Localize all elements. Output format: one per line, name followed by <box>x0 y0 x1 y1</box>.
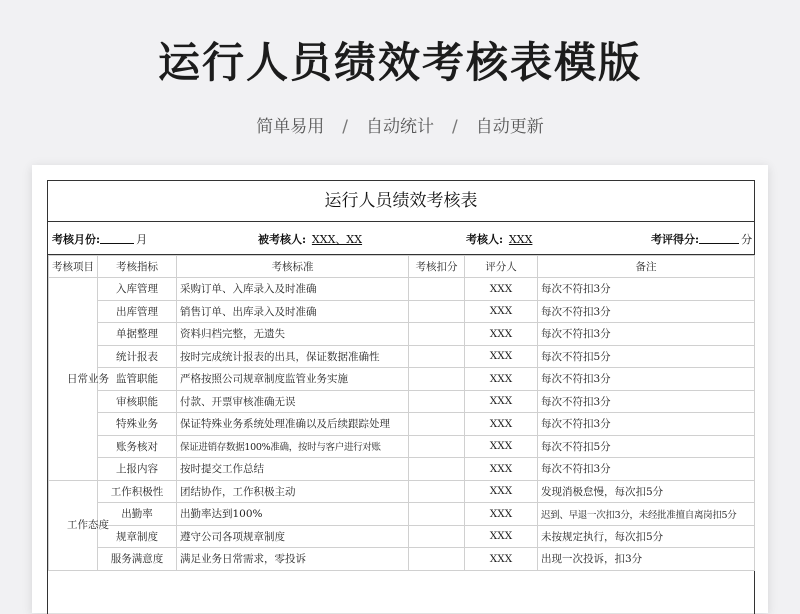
feature-separator: / <box>452 117 458 137</box>
deduction-cell[interactable] <box>409 480 465 503</box>
deduction-cell[interactable] <box>409 503 465 526</box>
sheet-title: 运行人员绩效考核表 <box>48 181 754 222</box>
note-cell[interactable]: 每次不符扣5分 <box>538 435 755 458</box>
standard-cell[interactable]: 出勤率达到100% <box>177 503 409 526</box>
standard-cell[interactable]: 严格按照公司规章制度监管业务实施 <box>177 368 409 391</box>
deduction-cell[interactable] <box>409 278 465 301</box>
standard-cell[interactable]: 团结协作，工作积极主动 <box>177 480 409 503</box>
score-suffix: 分 <box>741 233 753 246</box>
rater-cell[interactable]: XXX <box>465 390 538 413</box>
indicator-cell[interactable]: 规章制度 <box>98 525 177 548</box>
note-cell[interactable]: 每次不符扣3分 <box>538 368 755 391</box>
indicator-cell[interactable]: 出勤率 <box>98 503 177 526</box>
standard-cell[interactable]: 采购订单、入库录入及时准确 <box>177 278 409 301</box>
indicator-cell[interactable]: 工作积极性 <box>98 480 177 503</box>
rater-cell[interactable]: XXX <box>465 503 538 526</box>
standard-cell[interactable]: 保证进销存数据100%准确，按时与客户进行对账 <box>177 435 409 458</box>
indicator-cell[interactable]: 审核职能 <box>98 390 177 413</box>
standard-cell[interactable]: 遵守公司各项规章制度 <box>177 525 409 548</box>
banner-features <box>0 112 800 137</box>
examinee-field <box>258 231 362 247</box>
note-cell[interactable]: 每次不符扣3分 <box>538 413 755 436</box>
rater-cell[interactable]: XXX <box>465 278 538 301</box>
header-indicator: 考核指标 <box>98 256 177 278</box>
feature-auto-update: 自动更新 <box>475 117 544 137</box>
note-cell[interactable]: 每次不符扣3分 <box>538 390 755 413</box>
deduction-cell[interactable] <box>409 390 465 413</box>
indicator-cell[interactable]: 账务核对 <box>98 435 177 458</box>
standard-cell[interactable]: 销售订单、出库录入及时准确 <box>177 300 409 323</box>
indicator-cell[interactable]: 监管职能 <box>98 368 177 391</box>
standard-cell[interactable]: 满足业务日常需求，零投诉 <box>177 548 409 571</box>
note-cell[interactable]: 每次不符扣3分 <box>538 323 755 346</box>
note-cell[interactable]: 每次不符扣5分 <box>538 345 755 368</box>
rater-cell[interactable]: XXX <box>465 323 538 346</box>
rater-cell[interactable]: XXX <box>465 435 538 458</box>
rater-cell[interactable]: XXX <box>465 458 538 481</box>
rater-cell[interactable]: XXX <box>465 480 538 503</box>
feature-auto-stats: 自动统计 <box>366 117 434 137</box>
sheet-frame <box>47 180 755 614</box>
deduction-cell[interactable] <box>409 548 465 571</box>
table-row <box>49 300 755 323</box>
table-row <box>49 323 755 346</box>
table-row <box>49 278 755 301</box>
standard-cell[interactable]: 保证特殊业务系统处理准确以及后续跟踪处理 <box>177 413 409 436</box>
table-row <box>49 503 755 526</box>
banner-title: 运行人员绩效考核表模版 <box>157 38 642 87</box>
table-row <box>49 345 755 368</box>
deduction-cell[interactable] <box>409 323 465 346</box>
header-deduction: 考核扣分 <box>409 256 465 278</box>
note-cell[interactable]: 出现一次投诉，扣3分 <box>538 548 755 571</box>
spreadsheet-card <box>32 165 768 613</box>
table-row <box>49 480 755 503</box>
examinee-label: 被考核人: <box>258 233 307 246</box>
note-cell[interactable]: 未按规定执行，每次扣5分 <box>538 525 755 548</box>
indicator-cell[interactable]: 单据整理 <box>98 323 177 346</box>
rater-cell[interactable]: XXX <box>465 525 538 548</box>
deduction-cell[interactable] <box>409 435 465 458</box>
table-row <box>49 435 755 458</box>
rater-cell[interactable]: XXX <box>465 413 538 436</box>
examiner-value[interactable]: XXX <box>508 233 533 246</box>
score-label: 考评得分: <box>651 233 700 246</box>
table-row <box>49 525 755 548</box>
month-suffix: 月 <box>136 233 148 246</box>
indicator-cell[interactable]: 特殊业务 <box>98 413 177 436</box>
header-category: 考核项目 <box>49 256 98 278</box>
deduction-cell[interactable] <box>409 413 465 436</box>
rater-cell[interactable]: XXX <box>465 300 538 323</box>
note-cell[interactable]: 每次不符扣3分 <box>538 278 755 301</box>
standard-cell[interactable]: 资料归档完整，无遗失 <box>177 323 409 346</box>
table-row <box>49 458 755 481</box>
rater-cell[interactable]: XXX <box>465 548 538 571</box>
deduction-cell[interactable] <box>409 345 465 368</box>
note-cell[interactable]: 发现消极怠慢，每次扣5分 <box>538 480 755 503</box>
standard-cell[interactable]: 按时提交工作总结 <box>177 458 409 481</box>
rater-cell[interactable]: XXX <box>465 368 538 391</box>
deduction-cell[interactable] <box>409 458 465 481</box>
month-field <box>52 231 147 247</box>
score-blank[interactable] <box>699 232 739 244</box>
indicator-cell[interactable]: 出库管理 <box>98 300 177 323</box>
indicator-cell[interactable]: 入库管理 <box>98 278 177 301</box>
examiner-field <box>466 231 532 247</box>
table-row <box>49 368 755 391</box>
info-row <box>48 222 754 255</box>
deduction-cell[interactable] <box>409 368 465 391</box>
examinee-value[interactable]: XXX、XX <box>311 233 363 246</box>
feature-separator: / <box>342 117 348 137</box>
examiner-label: 考核人: <box>466 233 504 246</box>
indicator-cell[interactable]: 统计报表 <box>98 345 177 368</box>
note-cell[interactable]: 迟到、早退一次扣3分，未经批准擅自离岗扣5分 <box>538 503 755 526</box>
table-row <box>49 548 755 571</box>
note-cell[interactable]: 每次不符扣3分 <box>538 300 755 323</box>
table-row <box>49 413 755 436</box>
assessment-table <box>48 255 755 571</box>
note-cell[interactable]: 每次不符扣3分 <box>538 458 755 481</box>
deduction-cell[interactable] <box>409 525 465 548</box>
deduction-cell[interactable] <box>409 300 465 323</box>
standard-cell[interactable]: 付款、开票审核准确无误 <box>177 390 409 413</box>
rater-cell[interactable]: XXX <box>465 345 538 368</box>
feature-easy: 简单易用 <box>256 117 325 137</box>
table-header-row <box>49 256 755 278</box>
category-work-attitude: 工作态度 <box>49 480 98 570</box>
indicator-cell[interactable]: 服务满意度 <box>98 548 177 571</box>
score-field <box>651 231 752 247</box>
month-blank[interactable] <box>100 232 134 244</box>
standard-cell[interactable]: 按时完成统计报表的出具，保证数据准确性 <box>177 345 409 368</box>
table-row <box>49 390 755 413</box>
header-rater: 评分人 <box>465 256 538 278</box>
indicator-cell[interactable]: 上报内容 <box>98 458 177 481</box>
header-note: 备注 <box>538 256 755 278</box>
month-label: 考核月份: <box>52 233 101 246</box>
category-daily-business: 日常业务 <box>49 278 98 481</box>
header-standard: 考核标准 <box>177 256 409 278</box>
